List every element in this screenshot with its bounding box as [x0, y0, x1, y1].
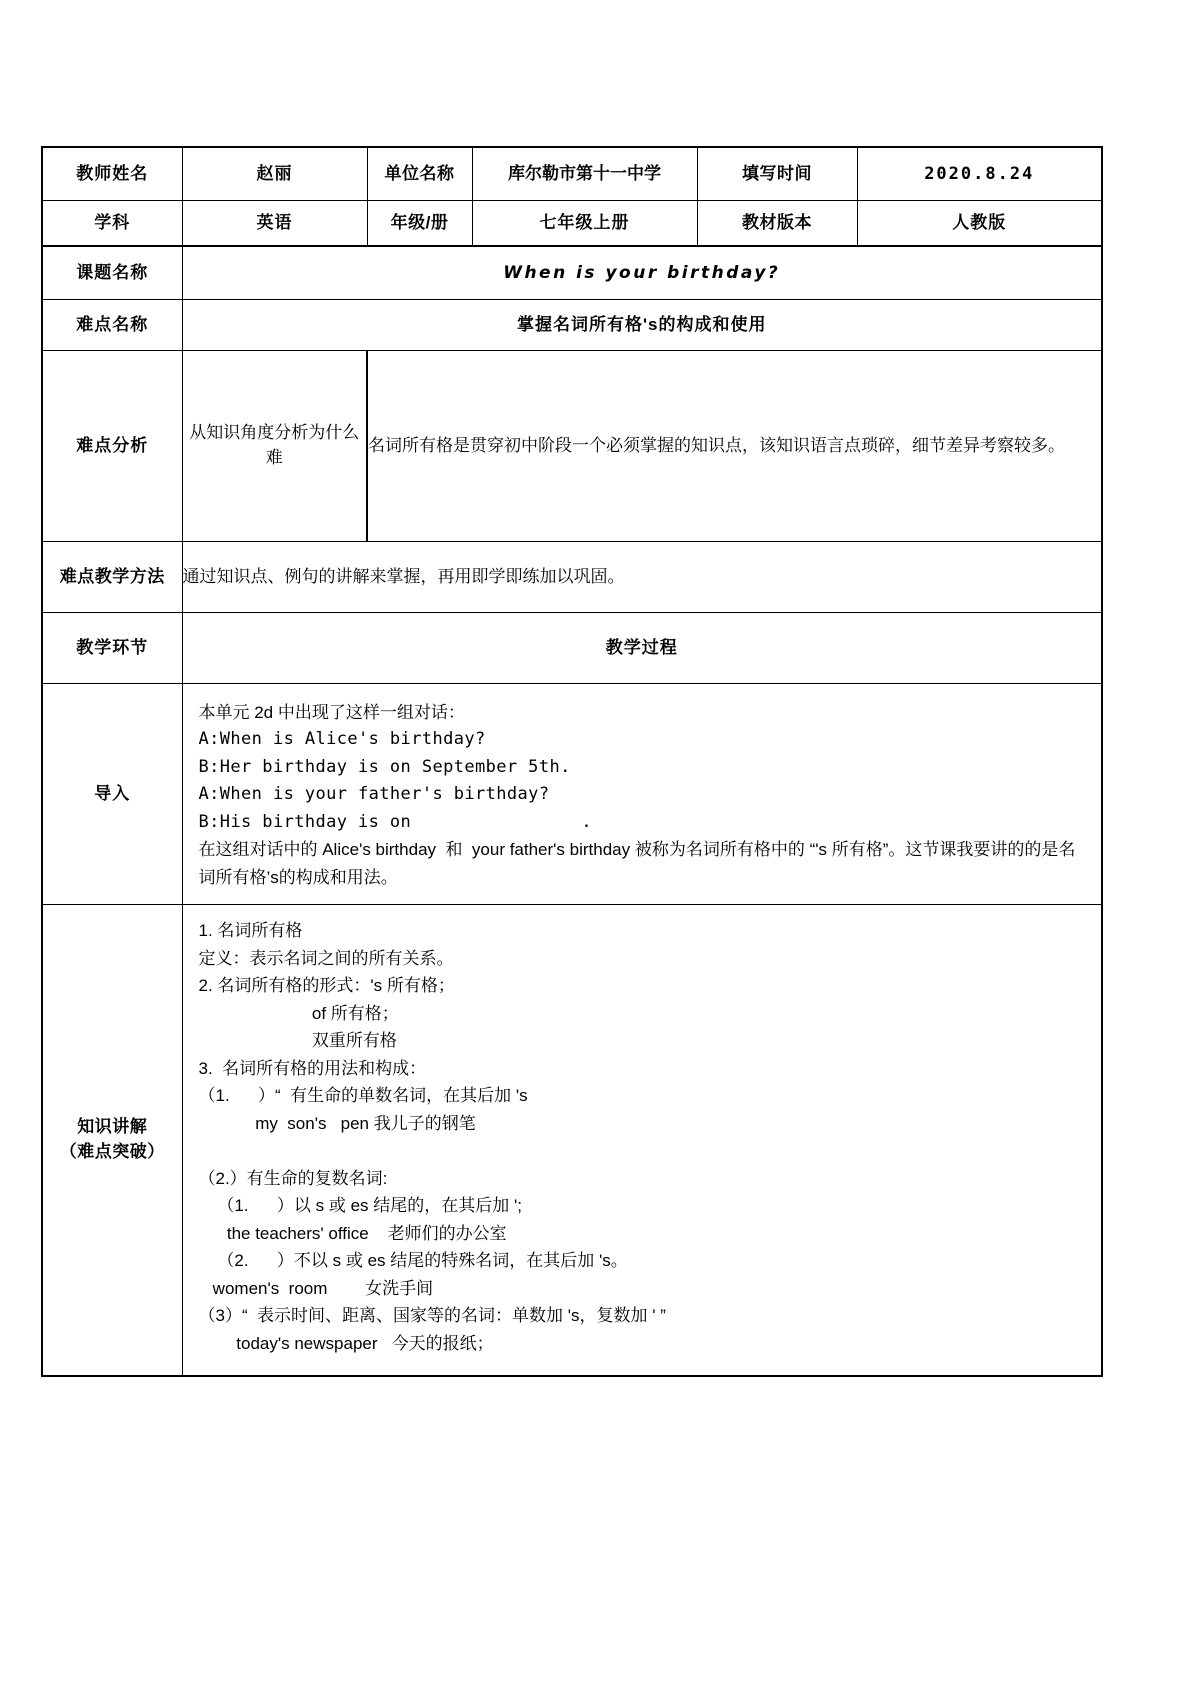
table-row-difficulty-analysis — [42, 351, 1102, 542]
text-line: 3. 名词所有格的用法和构成： — [198, 1058, 427, 1078]
cell-value-subject: 英语 — [182, 201, 367, 247]
cell-label-teacher-name: 教师姓名 — [42, 147, 182, 201]
text-line: 本单元 2d 中出现了这样一组对话： — [198, 702, 465, 722]
cell-value-grade: 七年级上册 — [472, 201, 697, 247]
intro-lines-container — [183, 687, 1102, 902]
text-line — [199, 1137, 1092, 1165]
text-line: （1. ）“ 有生命的单数名词，在其后加 's — [198, 1086, 528, 1106]
table-row-method — [42, 542, 1102, 613]
cell-content-intro — [182, 684, 1102, 905]
table-row-teacher-info — [42, 147, 1102, 201]
cell-text-difficulty-analysis: 名词所有格是贯穿初中阶段一个必须掌握的知识点，该知识语言点琐碎，细节差异考察较多。 — [367, 351, 1102, 542]
text-line: A:When is your father's birthday? — [198, 784, 550, 805]
cell-label-subject: 学科 — [42, 201, 182, 247]
text-line: A:When is Alice's birthday? — [198, 729, 486, 750]
table-row-difficulty-name — [42, 300, 1102, 351]
text-line: 1. 名词所有格 — [198, 921, 303, 940]
table-row-topic — [42, 246, 1102, 300]
text-line: today's newspaper 今天的报纸； — [198, 1333, 494, 1353]
text-line: B:His birthday is on . — [198, 811, 592, 832]
cell-sublabel-difficulty-analysis: 从知识角度分析为什么难 — [182, 351, 367, 542]
text-line: 2. 名词所有格的形式：'s 所有格； — [198, 976, 455, 996]
cell-label-intro: 导入 — [42, 684, 182, 905]
knowledge-label-line1: 知识讲解 — [77, 1117, 148, 1137]
cell-text-method: 通过知识点、例句的讲解来掌握，再用即学即练加以巩固。 — [182, 542, 1102, 613]
cell-label-fill-time: 填写时间 — [697, 147, 857, 201]
knowledge-label-line2: （难点突破） — [59, 1142, 165, 1161]
cell-value-topic: When is your birthday? — [182, 246, 1102, 300]
cell-value-textbook: 人教版 — [857, 201, 1102, 247]
cell-value-teacher-name: 赵丽 — [182, 147, 367, 201]
text-line: of 所有格； — [198, 1003, 399, 1023]
text-line: the teachers' office 老师们的办公室 — [198, 1223, 507, 1243]
cell-value-difficulty-name: 掌握名词所有格's的构成和使用 — [182, 300, 1102, 351]
cell-value-fill-time: 2020.8.24 — [857, 147, 1102, 201]
text-line: （3）“ 表示时间、距离、国家等的名词：单数加 's，复数加 ' ” — [198, 1306, 666, 1326]
text-line: （1. ）以 s 或 es 结尾的，在其后加 '; — [198, 1196, 522, 1216]
lesson-plan-table — [41, 146, 1103, 1377]
cell-label-method: 难点教学方法 — [42, 542, 182, 613]
cell-label-textbook: 教材版本 — [697, 201, 857, 247]
knowledge-lines-container — [183, 905, 1102, 1368]
text-line: 双重所有格 — [198, 1031, 397, 1051]
text-line: my son's pen 我儿子的钢笔 — [198, 1113, 476, 1133]
cell-label-process: 教学过程 — [182, 613, 1102, 684]
table-row-process-header — [42, 613, 1102, 684]
table-row-subject-info — [42, 201, 1102, 247]
table-row-intro — [42, 684, 1102, 905]
text-line: women's room 女洗手间 — [198, 1278, 434, 1298]
cell-label-topic: 课题名称 — [42, 246, 182, 300]
table-row-knowledge — [42, 905, 1102, 1377]
cell-content-knowledge — [182, 905, 1102, 1377]
text-line: B:Her birthday is on September 5th. — [198, 756, 571, 777]
cell-label-process-step: 教学环节 — [42, 613, 182, 684]
cell-label-difficulty-analysis: 难点分析 — [42, 351, 182, 542]
cell-value-unit-name: 库尔勒市第十一中学 — [472, 147, 697, 201]
text-line: 在这组对话中的 Alice's birthday 和 your father's birthday 被称为名词所有格中的 “'s 所有格”。这节课我要讲的的是名词所有格’s的构成和用法。 — [198, 840, 1076, 887]
cell-label-knowledge — [42, 905, 182, 1377]
text-line: （2.）有生命的复数名词: — [198, 1168, 388, 1188]
cell-label-grade: 年级/册 — [367, 201, 472, 247]
cell-label-difficulty-name: 难点名称 — [42, 300, 182, 351]
text-line: （2. ）不以 s 或 es 结尾的特殊名词，在其后加 's。 — [198, 1251, 628, 1271]
cell-label-unit-name: 单位名称 — [367, 147, 472, 201]
text-line: 定义：表示名词之间的所有关系。 — [198, 948, 454, 968]
